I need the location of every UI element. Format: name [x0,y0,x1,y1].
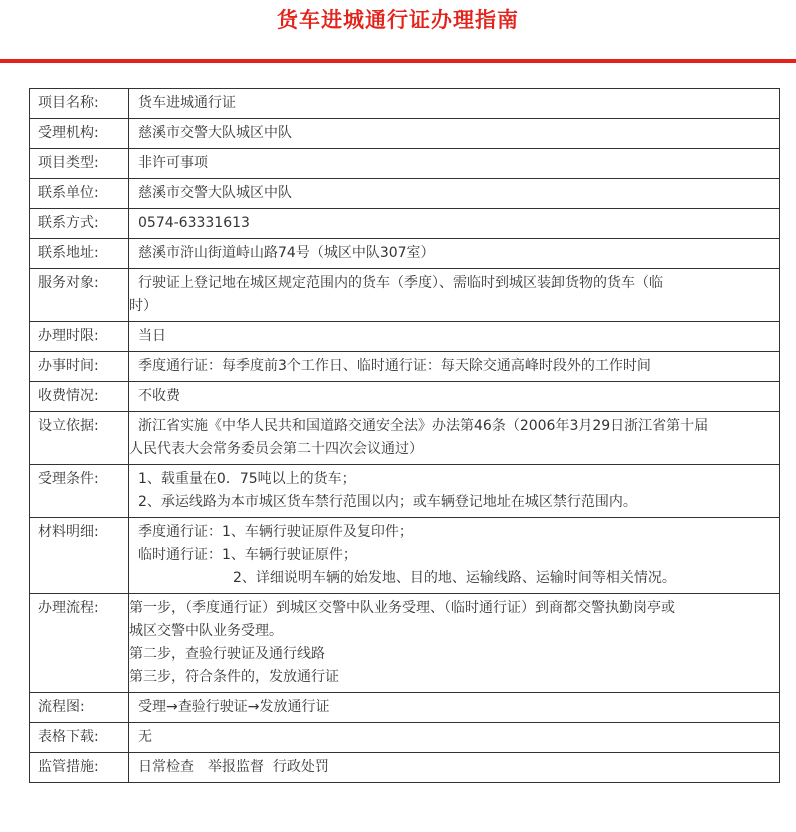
row-label: 联系地址: [30,239,129,269]
row-label: 联系方式: [30,209,129,239]
page-title: 货车进城通行证办理指南 [277,8,519,32]
table-row [30,269,780,322]
value-line: 第三步，符合条件的，发放通行证 [129,669,339,685]
row-value [129,753,780,783]
value-line: 第二步，查验行驶证及通行线路 [129,646,325,662]
table-row [30,518,780,594]
row-label: 项目名称: [30,89,129,119]
row-label: 受理机构: [30,119,129,149]
address: 慈溪市浒山街道峙山路74号（城区中队307室） [138,245,435,261]
row-label: 联系单位: [30,179,129,209]
table-row [30,594,780,693]
row-label: 表格下载: [30,723,129,753]
value-line: 行驶证上登记地在城区规定范围内的货车（季度）、需临时到城区装卸货物的货车（临 [138,275,663,291]
row-label: 项目类型: [30,149,129,179]
value-line: 人民代表大会常务委员会第二十四次会议通过） [129,441,423,457]
table-row [30,753,780,783]
row-label: 受理条件: [30,465,129,518]
row-value [129,465,780,518]
table-row [30,382,780,412]
table-row [30,723,780,753]
row-value [129,322,780,352]
row-value [129,723,780,753]
row-label: 办理流程: [30,594,129,693]
row-value [129,693,780,723]
table-row [30,149,780,179]
value-line: 时） [129,298,157,314]
row-label: 设立依据: [30,412,129,465]
row-label: 流程图: [30,693,129,723]
value-line: 临时通行证：1、车辆行驶证原件； [138,547,357,563]
value-line: 不收费 [138,388,180,404]
table-row [30,209,780,239]
table-row [30,693,780,723]
value-line: 2、详细说明车辆的始发地、目的地、运输线路、运输时间等相关情况。 [233,570,676,586]
row-value [129,269,780,322]
table-row [30,412,780,465]
row-value [129,239,780,269]
row-value [129,179,780,209]
table-row [30,179,780,209]
row-value [129,209,780,239]
row-label: 材料明细: [30,518,129,594]
value-line: 浙江省实施《中华人民共和国道路交通安全法》办法第46条（2006年3月29日浙江省第十届 [138,418,709,434]
value-line: 季度通行证：1、车辆行驶证原件及复印件； [138,524,413,540]
row-value [129,594,780,693]
row-value [129,382,780,412]
value-line: 2、承运线路为本市城区货车禁行范围以内；或车辆登记地址在城区禁行范围内。 [138,494,637,510]
table-row [30,119,780,149]
row-value [129,352,780,382]
phone-number: 0574-63331613 [138,215,250,231]
table-row [30,89,780,119]
row-value [129,119,780,149]
table-row [30,465,780,518]
row-value [129,89,780,119]
value-line: 日常检查 举报监督 行政处罚 [138,759,329,775]
value-line: 1、载重量在0．75吨以上的货车； [138,471,356,487]
value-line: 非许可事项 [138,155,208,171]
row-value [129,518,780,594]
row-label: 监管措施: [30,753,129,783]
value-line: 货车进城通行证 [138,95,236,111]
value-line: 当日 [138,328,166,344]
title-divider [0,59,796,63]
row-value [129,412,780,465]
table-row [30,322,780,352]
value-line: 慈溪市交警大队城区中队 [138,125,292,141]
value-line: 第一步，（季度通行证）到城区交警中队业务受理、（临时通行证）到商都交警执勤岗亭或 [129,600,675,616]
value-line: 季度通行证：每季度前3个工作日、临时通行证：每天除交通高峰时段外的工作时间 [138,358,651,374]
row-value [129,149,780,179]
row-label: 服务对象: [30,269,129,322]
flow-chart-text: 受理→查验行驶证→发放通行证 [138,699,330,715]
table-row [30,352,780,382]
value-line: 慈溪市交警大队城区中队 [138,185,292,201]
value-line: 城区交警中队业务受理。 [129,623,283,639]
row-label: 办事时间: [30,352,129,382]
value-line: 无 [138,729,152,745]
guide-table [29,88,780,783]
row-label: 办理时限: [30,322,129,352]
row-label: 收费情况: [30,382,129,412]
table-row [30,239,780,269]
